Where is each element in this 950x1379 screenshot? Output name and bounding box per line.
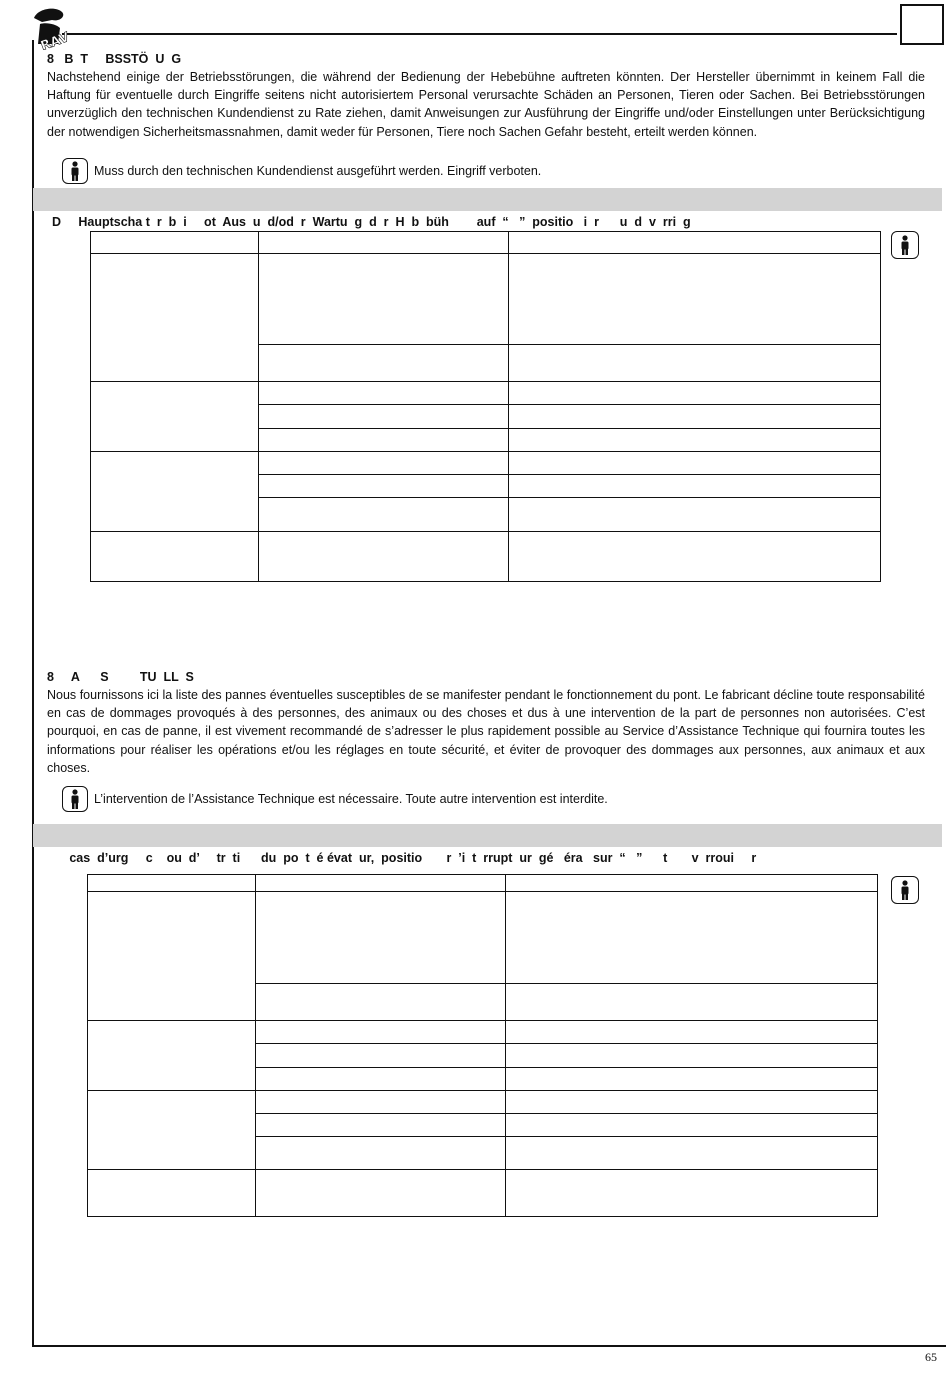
section-bar-fr bbox=[33, 824, 942, 865]
section-title-fr: 8 A S TU LL S bbox=[47, 670, 194, 684]
table-row bbox=[91, 532, 881, 582]
technician-icon bbox=[62, 786, 88, 812]
header-rule bbox=[62, 33, 897, 35]
table-row bbox=[91, 452, 881, 475]
corner-box bbox=[900, 4, 944, 45]
page-frame-bottom bbox=[32, 1345, 946, 1347]
page-frame-left bbox=[32, 40, 34, 1346]
technician-icon bbox=[62, 158, 88, 184]
table-row bbox=[88, 1170, 878, 1217]
section-bar-de bbox=[33, 188, 942, 229]
table-row bbox=[88, 1021, 878, 1044]
table-row bbox=[88, 1091, 878, 1114]
troubleshooting-table-de bbox=[90, 231, 881, 582]
warning-note-fr bbox=[62, 786, 608, 812]
paragraph-fr: Nous fournissons ici la liste des pannes éventuelles susceptibles de se manifester pendant le fonctionnement du pont. Le fabricant décline toute responsabilité en cas de dommages provoqués à des personnes, des animaux ou des choses et dus à une intervention de la part de personnes non autorisées. C’est pourquoi, en cas de panne, il est vivement recommandé de s’adresser le plus rapidement possible au Service d’Assistance Technique qui fournira toutes les informations pour réaliser les opérations et/ou les réglages en toute sécurité, et éviter de provoquer des dommages aux personnes, aux animaux et aux choses. bbox=[47, 688, 925, 775]
section-bar-fr-text: cas d’urg c ou d’ tr ti du po t é évat ur, positio r ’i t rrupt ur gé éra sur “ ” t v rroui r bbox=[51, 851, 757, 865]
table-header-row bbox=[91, 232, 881, 254]
troubleshooting-table-fr bbox=[87, 874, 878, 1217]
table-row bbox=[91, 254, 881, 345]
table-header-row bbox=[88, 875, 878, 892]
paragraph-de: Nachstehend einige der Betriebsstörungen, die während der Bedienung der Hebebühne auftreten könnten. Der Hersteller übernimmt in keinem Fall die Haftung für eventuelle durch Eingriffe seitens nicht autorisiertem Personal verursachte Schäden an Personen, Tieren oder Sachen. Bei Betriebsstörungen unverzüglich den technischen Kundendienst zu Rate ziehen, damit Anweisungen zur Ausführung der Eingriffe und/oder Einstellungen unter Berücksichtigung der notwendigen Sicherheitsmassnahmen, damit weder für Personen, Tiere noch Sachen Gefahr besteht, erteilt werden können. bbox=[47, 70, 925, 139]
warning-note-de bbox=[62, 158, 541, 184]
svg-text:RAV: RAV bbox=[38, 30, 70, 50]
section-title-de: 8 B T BSSTÖ U G bbox=[47, 52, 182, 66]
section-bar-de-text: D Hauptscha t r b i ot Aus u d/od r Wartu g d r H b büh auf “ ” positio i r u d v rri g bbox=[51, 215, 691, 229]
technician-icon bbox=[891, 876, 919, 904]
brand-logo bbox=[30, 4, 70, 50]
warning-text-fr: L’intervention de l’Assistance Technique est nécessaire. Toute autre intervention est interdite. bbox=[94, 792, 608, 806]
table-row bbox=[91, 382, 881, 405]
warning-text-de: Muss durch den technischen Kundendienst ausgeführt werden. Eingriff verboten. bbox=[94, 164, 542, 178]
page-number: 65 bbox=[925, 1350, 937, 1364]
table-row bbox=[88, 892, 878, 984]
technician-icon bbox=[891, 231, 919, 259]
